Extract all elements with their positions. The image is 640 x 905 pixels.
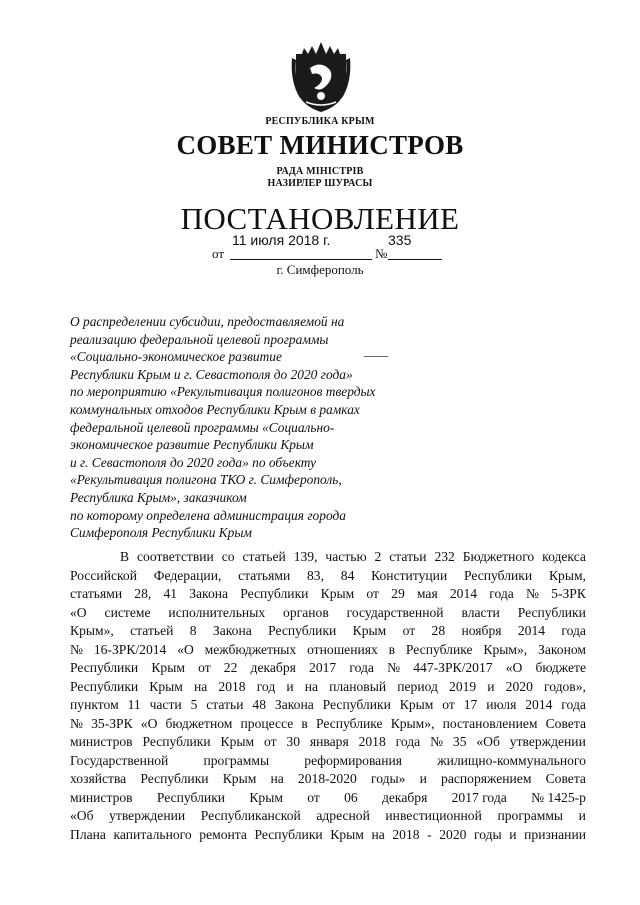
- date-number-line: [212, 232, 442, 262]
- body-word: 2020: [505, 678, 533, 694]
- body-word: Крым»,: [390, 715, 435, 731]
- body-word: соответствии: [137, 549, 214, 564]
- body-word: 30: [286, 734, 300, 749]
- body-line: [70, 567, 586, 586]
- body-word: 2018-2020: [297, 771, 357, 786]
- handwritten-date: 11 июля 2018 г.: [232, 232, 331, 248]
- body-word: жилищно-коммунального: [437, 752, 586, 768]
- subject-line: по которому определена администрация города: [70, 507, 346, 523]
- body-word: хозяйства: [70, 771, 127, 786]
- subject-line: Республики Крым и г. Севастополя до 2020 года»: [70, 366, 353, 382]
- body-word: «О: [177, 641, 194, 657]
- body-word: В: [120, 549, 130, 564]
- body-word: от: [307, 789, 320, 805]
- body-line: [70, 733, 586, 752]
- body-word: признании: [524, 826, 586, 842]
- subject-line: О распределении субсидии, предоставляемой на: [70, 314, 345, 329]
- body-word: Закона: [189, 586, 229, 601]
- body-word: -: [427, 826, 432, 842]
- body-word: статьей: [130, 623, 174, 638]
- body-word: «О: [140, 715, 158, 731]
- body-word: и: [509, 826, 517, 842]
- body-word: Закона: [274, 697, 314, 712]
- body-line: [70, 641, 586, 660]
- republic-heading: РЕСПУБЛИКА КРЫМ: [265, 116, 375, 127]
- body-word: министров: [70, 734, 133, 749]
- body-word: 48: [252, 697, 266, 712]
- body-word: 35-ЗРК: [91, 715, 133, 731]
- body-word: года: [489, 586, 514, 601]
- body-line: [70, 789, 586, 808]
- body-word: и: [578, 808, 586, 823]
- body-word: утверждении: [109, 808, 186, 823]
- subject-line: и г. Севастополя до 2020 года» по объекту: [70, 454, 317, 470]
- body-word: Крым: [249, 789, 283, 805]
- body-line: [70, 659, 586, 678]
- body-word: от: [402, 623, 416, 638]
- body-word: Крым: [149, 678, 183, 694]
- body-word: 28: [431, 623, 446, 638]
- body-word: распоряжением: [441, 771, 532, 786]
- body-word: бюджетном: [165, 715, 233, 731]
- body-word: органов: [283, 604, 329, 620]
- body-word: 2014: [517, 623, 546, 638]
- body-line: [70, 548, 586, 567]
- body-word: 5: [190, 697, 198, 712]
- body-word: декабря: [250, 660, 296, 675]
- body-word: на: [371, 826, 385, 842]
- body-word: Республики: [517, 604, 586, 620]
- body-word: 84: [340, 567, 355, 583]
- body-word: статьей: [242, 549, 286, 564]
- body-word: Республики: [463, 567, 533, 583]
- body-word: 139,: [293, 549, 318, 564]
- body-word: Плана: [70, 826, 106, 842]
- body-word: пунктом: [70, 697, 119, 712]
- subject-line: экономическое развитие Республики Крым: [70, 437, 314, 453]
- body-word: года: [561, 623, 586, 638]
- body-word: №: [430, 734, 444, 749]
- body-word: 2018: [392, 826, 420, 842]
- body-word: 232: [434, 549, 455, 564]
- body-word: 2014: [525, 697, 553, 712]
- body-word: Республики: [322, 697, 391, 712]
- body-word: Крым: [222, 771, 257, 786]
- body-word: Республике: [405, 641, 473, 657]
- body-word: «Об: [70, 808, 94, 823]
- coat-of-arms-emblem: [290, 38, 352, 114]
- body-word: системе: [104, 604, 151, 620]
- body-word: Закона: [212, 623, 252, 638]
- body-line: [70, 622, 586, 641]
- body-word: программы: [497, 808, 564, 823]
- body-word: 17: [463, 697, 478, 712]
- body-word: статьи: [389, 549, 427, 564]
- body-word: 11: [127, 697, 141, 712]
- body-word: 2019: [449, 678, 477, 694]
- body-word: №: [70, 641, 83, 657]
- body-word: Крым,: [548, 567, 586, 583]
- body-word: на: [270, 771, 284, 786]
- body-word: программы: [203, 752, 270, 768]
- body-word: Крым: [399, 697, 434, 712]
- body-word: Крым: [320, 586, 355, 601]
- body-word: и: [286, 678, 294, 694]
- body-word: годы: [474, 826, 502, 842]
- body-word: реформирования: [304, 752, 403, 768]
- body-word: Российской: [70, 567, 137, 583]
- body-word: Крым: [330, 826, 364, 842]
- body-word: года: [349, 660, 374, 675]
- body-word: кодекса: [542, 549, 586, 564]
- body-word: Законом: [538, 641, 586, 657]
- body-word: Совета: [545, 715, 586, 731]
- body-word: период: [397, 678, 438, 694]
- body-word: 29: [391, 586, 405, 601]
- body-word: года: [561, 697, 586, 712]
- body-word: части: [149, 697, 182, 712]
- body-word: Республиканской: [200, 808, 301, 823]
- body-word: отношениях: [307, 641, 378, 657]
- body-word: статьи: [206, 697, 244, 712]
- body-word: Республики: [240, 586, 309, 601]
- body-word: министров: [70, 789, 133, 805]
- body-word: 2: [374, 549, 382, 564]
- body-word: межбюджетных: [204, 641, 297, 657]
- body-word: Республики: [70, 678, 139, 694]
- nazirler-heading: НАЗИРЛЕР ШУРАСЫ: [267, 178, 373, 189]
- body-word: июля: [486, 697, 517, 712]
- body-line: [70, 585, 586, 604]
- body-word: 28,: [134, 586, 152, 601]
- body-word: процессе: [240, 715, 294, 731]
- body-word: №: [387, 660, 401, 675]
- body-word: инвестиционной: [385, 808, 482, 823]
- body-word: статьями: [70, 586, 123, 601]
- body-word: на: [194, 678, 208, 694]
- subject-line: «Социально-экономическое развитие: [70, 349, 282, 365]
- body-word: бюджете: [535, 660, 586, 675]
- subject-line: коммунальных отходов Республики Крым в рамках: [70, 401, 360, 417]
- body-word: со: [221, 549, 235, 564]
- body-word: власти: [461, 604, 500, 620]
- body-word: от: [263, 734, 277, 749]
- body-word: на: [304, 678, 319, 694]
- body-word: № 1425-р: [531, 789, 586, 805]
- body-word: Республики: [268, 623, 337, 638]
- body-word: плановый: [329, 678, 387, 694]
- body-line: [70, 678, 586, 697]
- body-word: января: [309, 734, 349, 749]
- body-word: декабря: [381, 789, 428, 805]
- body-line: [70, 770, 586, 789]
- body-word: Конституции: [371, 567, 448, 583]
- body-word: «О: [70, 604, 87, 620]
- body-word: год: [256, 678, 276, 694]
- body-word: 447-ЗРК/2017: [413, 660, 493, 675]
- body-line: [70, 826, 586, 845]
- number-label: №: [375, 246, 388, 261]
- document-type-title: ПОСТАНОВЛЕНИЕ: [180, 201, 460, 236]
- body-word: адресной: [316, 808, 370, 823]
- date-label: от: [212, 246, 225, 261]
- body-word: «Об: [476, 734, 500, 749]
- body-word: 5-ЗРК: [551, 586, 586, 601]
- body-word: утверждении: [509, 734, 586, 749]
- body-word: частью: [325, 549, 367, 564]
- subject-line: реализацию федеральной целевой программы: [70, 331, 329, 347]
- body-word: в: [388, 641, 396, 657]
- body-word: государственной: [346, 604, 444, 620]
- body-line: [70, 752, 586, 771]
- subject-line: по мероприятию «Рекультивация полигонов твердых: [70, 384, 376, 400]
- body-word: 2017: [309, 660, 337, 675]
- body-word: и: [487, 678, 495, 694]
- body-word: года: [395, 734, 421, 749]
- body-line: [70, 807, 586, 826]
- body-word: 8: [189, 623, 197, 638]
- body-word: ремонта: [199, 826, 247, 842]
- date-underline: [230, 259, 372, 260]
- body-word: Государственной: [70, 752, 169, 768]
- subject-block: [70, 313, 400, 542]
- body-word: Крым: [220, 734, 255, 749]
- body-word: 35: [452, 734, 467, 749]
- body-word: постановлением: [442, 715, 538, 731]
- body-word: 2014: [449, 586, 478, 601]
- body-word: Республике: [315, 715, 383, 731]
- body-word: 2018: [218, 678, 246, 694]
- body-word: Крым: [352, 623, 387, 638]
- subject-line: Республика Крым», заказчиком: [70, 489, 247, 505]
- body-word: «О: [505, 660, 523, 675]
- body-word: №: [70, 715, 83, 731]
- body-line: [70, 715, 586, 734]
- body-word: ноября: [461, 623, 502, 638]
- body-word: 2018: [358, 734, 386, 749]
- body-word: №: [526, 586, 539, 601]
- body-word: Республики: [70, 660, 139, 675]
- body-word: Федерации,: [153, 567, 222, 583]
- rada-heading: РАДА МІНІСТРІВ: [276, 166, 364, 177]
- subject-line: «Рекультивация полигона ТКО г. Симферополь,: [70, 472, 342, 488]
- body-word: годы»: [370, 771, 406, 786]
- body-word: Республики: [142, 734, 211, 749]
- body-word: Крым»,: [483, 641, 528, 657]
- body-word: 83,: [307, 567, 324, 583]
- body-word: мая: [416, 586, 438, 601]
- number-underline: [388, 259, 442, 260]
- body-word: Крым: [151, 660, 185, 675]
- subject-line: федеральной целевой программы «Социально-: [70, 419, 335, 435]
- council-title: СОВЕТ МИНИСТРОВ: [176, 130, 464, 160]
- body-word: от: [366, 586, 379, 601]
- body-word: статьями: [238, 567, 291, 583]
- body-word: 2020: [439, 826, 467, 842]
- body-word: исполнительных: [168, 604, 266, 620]
- body-line: [70, 696, 586, 715]
- body-word: 41: [163, 586, 178, 601]
- body-word: от: [442, 697, 455, 712]
- body-word: Республики: [254, 826, 323, 842]
- body-word: Республики: [140, 771, 209, 786]
- body-word: Крым»,: [70, 623, 114, 638]
- subject-line: Симферополя Республики Крым: [70, 525, 252, 541]
- body-line: [70, 604, 586, 623]
- body-word: от: [198, 660, 211, 675]
- body-word: годов»,: [543, 678, 586, 694]
- body-word: Бюджетного: [462, 549, 535, 564]
- body-word: 22: [223, 660, 238, 675]
- body-word: капитального: [113, 826, 192, 842]
- body-word: 16-ЗРК/2014: [93, 641, 167, 657]
- body-paragraph: [70, 548, 586, 844]
- body-word: Республики: [156, 789, 226, 805]
- handwritten-number: 335: [388, 232, 412, 248]
- body-word: 2017 года: [451, 789, 507, 805]
- body-word: Совета: [545, 771, 586, 786]
- body-word: 06: [344, 789, 358, 805]
- city-name: г. Симферополь: [276, 262, 364, 277]
- body-word: в: [301, 715, 308, 731]
- body-word: и: [419, 771, 427, 786]
